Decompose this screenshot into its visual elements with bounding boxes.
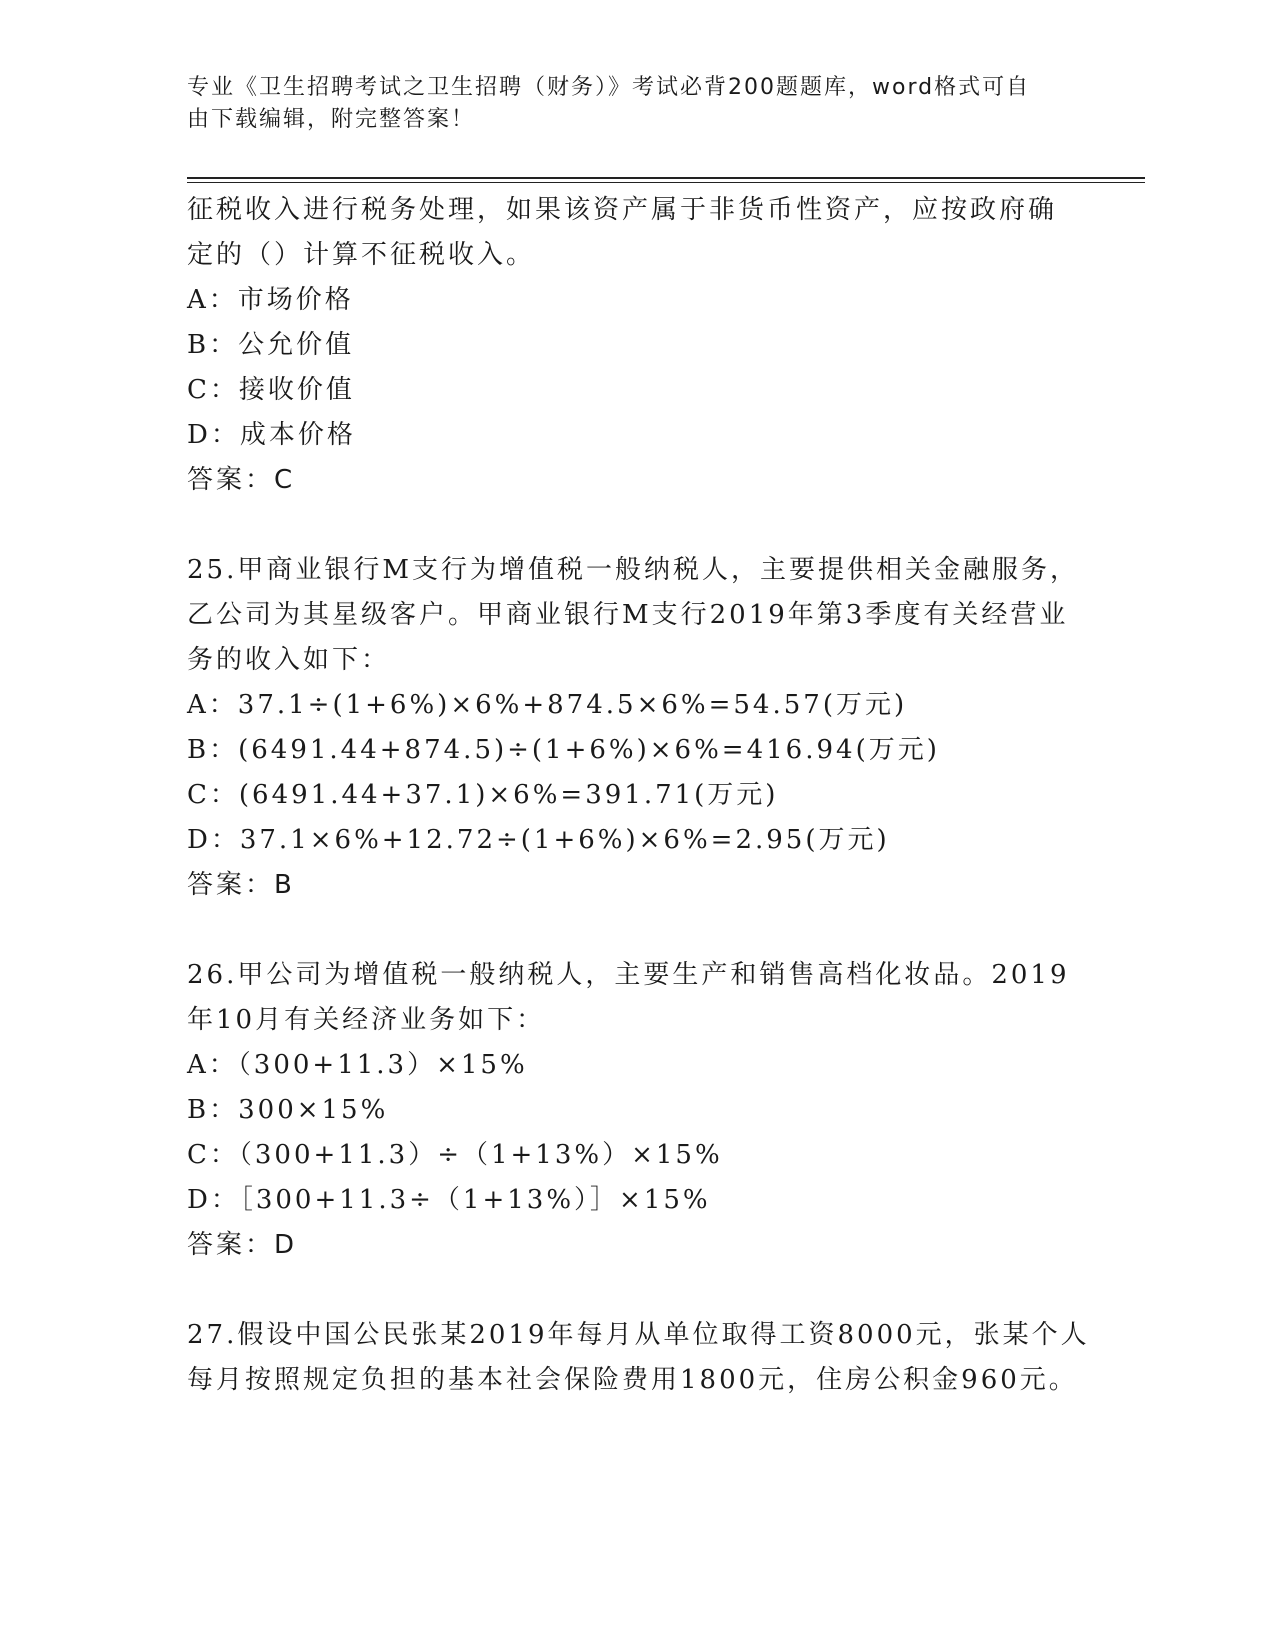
option-a: A：37.1÷(1+6%)×6%+874.5×6%=54.57(万元) (187, 690, 908, 720)
spacer (187, 908, 1087, 953)
question-stem-line: 务的收入如下： (187, 645, 391, 675)
option-d: D：［300+11.3÷（1+13%）］×15% (187, 1185, 711, 1215)
header-line-2: 由下载编辑，附完整答案！ (187, 107, 476, 132)
option-a: A：（300+11.3）×15% (187, 1050, 528, 1080)
question-stem-line: 乙公司为其星级客户。甲商业银行M支行2019年第3季度有关经营业 (187, 600, 1069, 630)
option-b: B：(6491.44+874.5)÷(1+6%)×6%=416.94(万元) (187, 735, 940, 765)
question-26 (187, 953, 1087, 1268)
option-b: B：300×15% (187, 1095, 389, 1125)
spacer (187, 1268, 1087, 1313)
question-stem-line: 25.甲商业银行M支行为增值税一般纳税人，主要提供相关金融服务， (187, 555, 1079, 585)
spacer (187, 503, 1087, 548)
question-list (187, 188, 1090, 1403)
question-intro (187, 188, 1087, 503)
question-stem-line: 年10月有关经济业务如下： (187, 1005, 546, 1035)
option-b: B：公允价值 (187, 330, 355, 360)
question-stem-line: 征税收入进行税务处理，如果该资产属于非货币性资产，应按政府确 (187, 195, 1058, 225)
question-stem-line: 每月按照规定负担的基本社会保险费用1800元，住房公积金960元。 (187, 1365, 1078, 1395)
option-d: D：成本价格 (187, 420, 356, 450)
option-c: C：（300+11.3）÷（1+13%）×15% (187, 1140, 723, 1170)
answer-line: 答案：C (187, 465, 296, 495)
option-d: D：37.1×6%+12.72÷(1+6%)×6%=2.95(万元) (187, 825, 890, 855)
question-27 (187, 1313, 1090, 1403)
option-c: C：接收价值 (187, 375, 355, 405)
header-line-1: 专业《卫生招聘考试之卫生招聘（财务）》考试必背200题题库，word格式可自 (187, 75, 1031, 100)
header-divider-thin (187, 182, 1145, 183)
answer-line: 答案：B (187, 870, 295, 900)
option-a: A：市场价格 (187, 285, 354, 315)
answer-line: 答案：D (187, 1230, 298, 1260)
question-stem-line: 定的（）计算不征税收入。 (187, 240, 536, 270)
question-stem-line: 26.甲公司为增值税一般纳税人，主要生产和销售高档化妆品。2019 (187, 960, 1070, 990)
question-25 (187, 548, 1087, 908)
question-stem-line: 27.假设中国公民张某2019年每月从单位取得工资8000元，张某个人 (187, 1320, 1090, 1350)
document-header (187, 72, 1087, 136)
option-c: C：(6491.44+37.1)×6%=391.71(万元) (187, 780, 779, 810)
header-divider-thick (187, 177, 1145, 179)
